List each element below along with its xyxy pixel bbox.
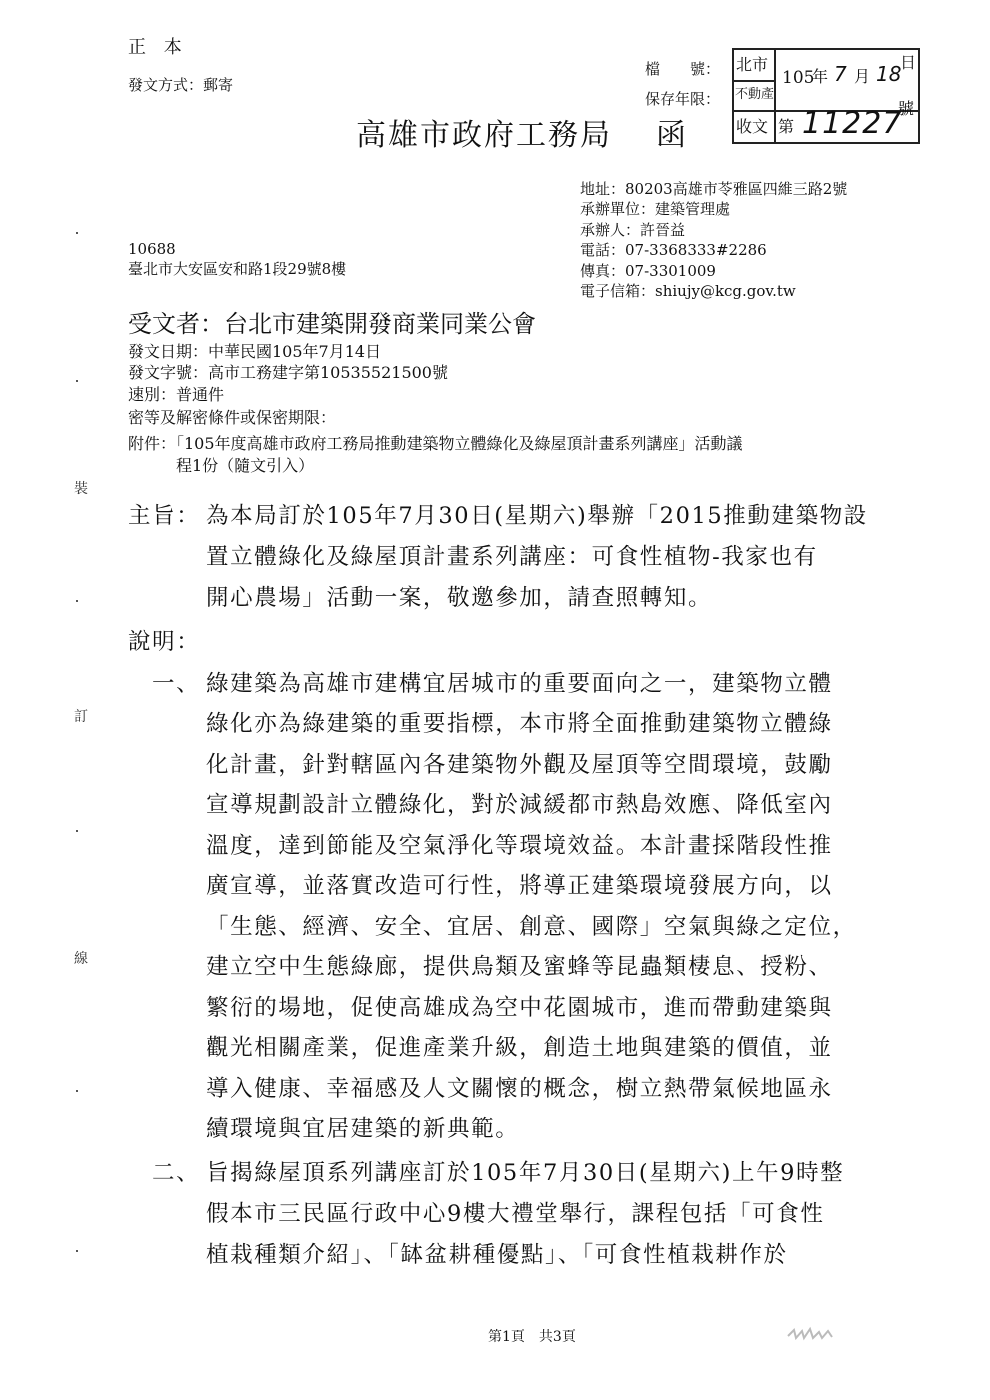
item-line: 宣導規劃設計立體綠化，對於減緩都市熱島效應、降低室內 — [206, 792, 833, 818]
document-type: 函 — [656, 118, 688, 153]
sender-unit: 承辦單位：建築管理處 — [580, 200, 731, 218]
explanation-label: 說明： — [128, 629, 201, 655]
receiver: 受文者：台北市建築開發商業同業公會 — [128, 310, 536, 338]
sender-officer: 承辦人：許晉益 — [580, 221, 686, 239]
stamp-year-char: 年 — [812, 67, 829, 86]
attachment-line-2: 程1份（隨文引入） — [176, 456, 315, 475]
binding-mark: 裝 — [74, 481, 88, 497]
receipt-stamp — [732, 48, 920, 144]
stamp-number-prefix: 第 — [778, 117, 795, 136]
item-line: 旨揭綠屋頂系列講座訂於105年7月30日(星期六)上午9時整 — [206, 1160, 845, 1186]
sender-address: 地址：80203高雄市苓雅區四維三路2號 — [580, 180, 848, 198]
item-line: 植栽種類介紹」、「缽盆耕種優點」、「可食性植栽耕作於 — [206, 1242, 788, 1268]
recipient-zip: 10688 — [128, 240, 176, 258]
page-number: 第1頁 共3頁 — [488, 1329, 576, 1345]
sender-fax: 傳真：07-3301009 — [580, 262, 716, 280]
item-line: 假本市三民區行政中心9樓大禮堂舉行，課程包括「可食性 — [206, 1201, 825, 1227]
item-line: 綠建築為高雄市建構宜居城市的重要面向之一，建築物立體 — [206, 671, 833, 697]
stamp-day-char: 日 — [900, 53, 917, 72]
send-method: 發文方式：郵寄 — [128, 76, 234, 94]
item-line: 溫度，達到節能及空氣淨化等環境效益。本計畫採階段性推 — [206, 833, 833, 859]
item-line: 化計畫，針對轄區內各建築物外觀及屋頂等空間環境，鼓勵 — [206, 752, 833, 778]
item-number: 二、 — [152, 1160, 201, 1186]
binding-tick — [76, 232, 78, 234]
item-line: 觀光相關產業，促進產業升級，創造土地與建築的價值，並 — [206, 1035, 833, 1061]
item-line: 「生態、經濟、安全、宜居、創意、國際」空氣與綠之定位， — [206, 914, 857, 940]
document-number: 發文字號：高市工務建字第10535521500號 — [128, 363, 448, 382]
binding-mark: 線 — [74, 951, 88, 967]
stamp-recv: 收文 — [736, 117, 769, 136]
recipient-address: 臺北市大安區安和路1段29號8樓 — [128, 260, 347, 278]
subject-line: 置立體綠化及綠屋頂計畫系列講座：可食性植物-我家也有 — [206, 544, 818, 570]
stamp-number-suffix: 號 — [898, 99, 915, 118]
item-line: 繁衍的場地，促使高雄成為空中花園城市，進而帶動建築與 — [206, 995, 833, 1021]
file-number-label: 檔 號： — [645, 60, 721, 78]
agency-title: 高雄市政府工務局 — [356, 118, 612, 153]
item-line: 建立空中生態綠廊，提供鳥類及蜜蜂等昆蟲類棲息、授粉、 — [206, 954, 833, 980]
secrecy-level: 密等及解密條件或保密期限： — [128, 408, 337, 427]
stamp-month-char: 月 — [854, 67, 871, 86]
stamp-month: 7 — [834, 62, 847, 86]
copy-type-label: 正 本 — [128, 37, 188, 58]
item-line: 導入健康、幸福感及人文關懷的概念，樹立熱帶氣候地區永 — [206, 1076, 833, 1102]
subject-label: 主旨： — [128, 503, 201, 529]
binding-tick — [76, 830, 78, 832]
stamp-city: 北市 — [736, 55, 769, 74]
issue-date: 發文日期：中華民國105年7月14日 — [128, 342, 382, 361]
retention-label: 保存年限： — [645, 90, 721, 108]
speed-class: 速別：普通件 — [128, 385, 225, 404]
scan-smudge — [786, 1326, 834, 1342]
stamp-dept: 不動產 — [735, 87, 775, 102]
subject-line: 為本局訂於105年7月30日(星期六)舉辦「2015推動建築物設 — [206, 503, 868, 529]
binding-tick — [76, 1250, 78, 1252]
stamp-year: 105 — [782, 68, 815, 88]
subject-line: 開心農場」活動一案，敬邀參加，請查照轉知。 — [206, 585, 713, 611]
item-line: 綠化亦為綠建築的重要指標，本市將全面推動建築物立體綠 — [206, 711, 833, 737]
sender-phone: 電話：07-3368333#2286 — [580, 241, 767, 259]
attachment-line-1: 附件：「105年度高雄市政府工務局推動建築物立體綠化及綠屋頂計畫系列講座」活動議 — [128, 434, 743, 453]
item-number: 一、 — [152, 671, 201, 697]
binding-mark: 訂 — [74, 709, 88, 725]
stamp-number: 11227 — [802, 106, 903, 141]
binding-tick — [76, 380, 78, 382]
binding-tick — [76, 1090, 78, 1092]
binding-tick — [76, 600, 78, 602]
item-line: 廣宣導，並落實改造可行性，將導正建築環境發展方向，以 — [206, 873, 833, 899]
item-line: 續環境與宜居建築的新典範。 — [206, 1116, 520, 1142]
sender-email: 電子信箱：shiujy@kcg.gov.tw — [580, 282, 796, 300]
stamp-day: 18 — [876, 62, 902, 86]
